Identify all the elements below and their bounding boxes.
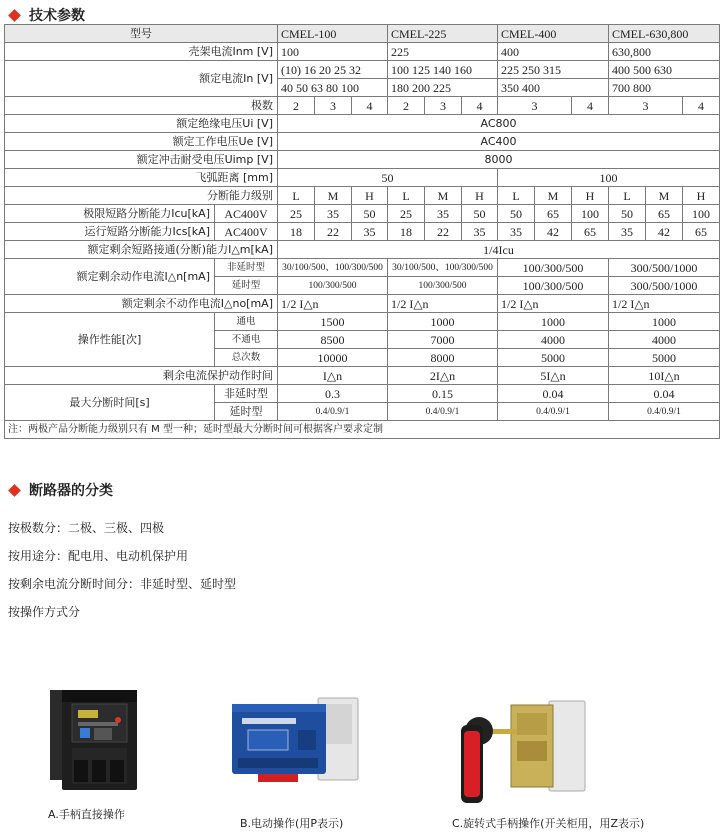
- cell: 35: [315, 205, 352, 223]
- cell: 0.4/0.9/1: [388, 403, 498, 421]
- cell: 2: [388, 97, 425, 115]
- cell: 42: [646, 223, 683, 241]
- cell: 4000: [609, 331, 720, 349]
- cell: 350 400: [498, 79, 609, 97]
- section-title-specs: [8, 5, 85, 25]
- cell: 100: [572, 205, 609, 223]
- cell: 3: [425, 97, 462, 115]
- model-cell: CMEL-630,800: [609, 25, 720, 43]
- row-label: 极数: [5, 97, 278, 115]
- table-row: [5, 223, 720, 241]
- cell: (10) 16 20 25 32: [278, 61, 388, 79]
- row-sublabel: 通电: [215, 313, 278, 331]
- cell: L: [388, 187, 425, 205]
- cell: 0.04: [498, 385, 609, 403]
- cell: 50: [352, 205, 388, 223]
- cell: 1/2 I△n: [388, 295, 498, 313]
- model-label: 型号: [5, 25, 278, 43]
- cell: 25: [278, 205, 315, 223]
- table-row: [5, 295, 720, 313]
- cell: 1500: [278, 313, 388, 331]
- row-label: 运行短路分断能力Ics[kA]: [5, 223, 215, 241]
- table-row: [5, 61, 720, 79]
- table-row: [5, 25, 720, 43]
- cell: 25: [388, 205, 425, 223]
- row-label: 壳架电流Inm [V]: [5, 43, 278, 61]
- row-sublabel: 不通电: [215, 331, 278, 349]
- cell: 18: [278, 223, 315, 241]
- cell: H: [683, 187, 720, 205]
- table-row: [5, 313, 720, 331]
- cell: 400 500 630: [609, 61, 720, 79]
- row-label: 额定剩余短路接通(分断)能力I△m[kA]: [5, 241, 278, 259]
- row-sublabel: 非延时型: [215, 385, 278, 403]
- diamond-bullet-icon: [8, 484, 21, 497]
- cell: 10I△n: [609, 367, 720, 385]
- spec-table: [4, 24, 720, 439]
- cell: 100/300/500: [388, 277, 498, 295]
- cell: 35: [609, 223, 646, 241]
- cell: 18: [388, 223, 425, 241]
- cell: 65: [646, 205, 683, 223]
- cell: 1000: [498, 313, 609, 331]
- cell: 50: [462, 205, 498, 223]
- cell: 100: [683, 205, 720, 223]
- breaker-handle-image: [50, 690, 140, 795]
- row-label: 分断能力级别: [5, 187, 278, 205]
- cell: H: [462, 187, 498, 205]
- diamond-bullet-icon: [8, 9, 21, 22]
- table-row: [5, 169, 720, 187]
- cell: 22: [315, 223, 352, 241]
- cell: 4: [352, 97, 388, 115]
- cell: 100/300/500: [498, 259, 609, 277]
- cell: 4: [683, 97, 720, 115]
- cell: 50: [498, 205, 535, 223]
- row-label: 剩余电流保护动作时间: [5, 367, 278, 385]
- table-note: 注：两极产品分断能力级别只有 M 型一种；延时型最大分断时间可根据客户要求定制: [5, 421, 720, 439]
- cell: 0.3: [278, 385, 388, 403]
- table-row: [5, 259, 720, 277]
- cell: 35: [425, 205, 462, 223]
- model-cell: CMEL-225: [388, 25, 498, 43]
- cell: AC400: [278, 133, 720, 151]
- cell: 30/100/500、100/300/500: [278, 259, 388, 277]
- cell: 8000: [278, 151, 720, 169]
- cell: 10000: [278, 349, 388, 367]
- cell: L: [498, 187, 535, 205]
- cell: 1000: [388, 313, 498, 331]
- table-row: [5, 421, 720, 439]
- cell: 0.4/0.9/1: [609, 403, 720, 421]
- cell: 35: [462, 223, 498, 241]
- cell: 3: [315, 97, 352, 115]
- cell: 50: [278, 169, 498, 187]
- row-sublabel: 延时型: [215, 277, 278, 295]
- cell: 630,800: [609, 43, 720, 61]
- product-caption: B.电动操作(用P表示): [240, 817, 344, 830]
- cell: M: [535, 187, 572, 205]
- cell: 3: [498, 97, 572, 115]
- table-row: [5, 151, 720, 169]
- cell: L: [278, 187, 315, 205]
- cell: 100 125 140 160: [388, 61, 498, 79]
- cell: 225: [388, 43, 498, 61]
- classification-line: 按剩余电流分断时间分：非延时型、延时型: [8, 577, 237, 591]
- cell: H: [352, 187, 388, 205]
- table-row: [5, 115, 720, 133]
- cell: 8500: [278, 331, 388, 349]
- breaker-rotary-image: [453, 695, 593, 805]
- cell: 65: [683, 223, 720, 241]
- cell: 4: [572, 97, 609, 115]
- cell: 65: [535, 205, 572, 223]
- row-sublabel: 延时型: [215, 403, 278, 421]
- cell: 100/300/500: [498, 277, 609, 295]
- cell: 0.4/0.9/1: [278, 403, 388, 421]
- cell: 8000: [388, 349, 498, 367]
- row-label: 最大分断时间[s]: [5, 385, 215, 421]
- table-row: [5, 367, 720, 385]
- cell: 7000: [388, 331, 498, 349]
- cell: M: [425, 187, 462, 205]
- model-cell: CMEL-400: [498, 25, 609, 43]
- cell: M: [315, 187, 352, 205]
- cell: 100/300/500: [278, 277, 388, 295]
- row-sublabel: AC400V: [215, 223, 278, 241]
- cell: 100: [498, 169, 720, 187]
- product-caption: C.旋转式手柄操作(开关柜用，用Z表示): [452, 817, 645, 830]
- row-label: 额定剩余不动作电流I△no[mA]: [5, 295, 278, 313]
- cell: 35: [498, 223, 535, 241]
- product-caption: A.手柄直接操作: [48, 808, 125, 821]
- cell: 1/4Icu: [278, 241, 720, 259]
- cell: 40 50 63 80 100: [278, 79, 388, 97]
- row-label: 飞弧距离 [mm]: [5, 169, 278, 187]
- row-label: 额定工作电压Ue [V]: [5, 133, 278, 151]
- cell: 225 250 315: [498, 61, 609, 79]
- classification-line: 按用途分：配电用、电动机保护用: [8, 549, 189, 563]
- row-label: 额定绝缘电压Ui [V]: [5, 115, 278, 133]
- cell: 4000: [498, 331, 609, 349]
- cell: 4: [462, 97, 498, 115]
- row-label: 极限短路分断能力Icu[kA]: [5, 205, 215, 223]
- cell: 1/2 I△n: [609, 295, 720, 313]
- cell: 0.4/0.9/1: [498, 403, 609, 421]
- row-sublabel: 非延时型: [215, 259, 278, 277]
- cell: AC800: [278, 115, 720, 133]
- row-label: 额定剩余动作电流I△n[mA]: [5, 259, 215, 295]
- cell: 65: [572, 223, 609, 241]
- cell: 400: [498, 43, 609, 61]
- row-label: 操作性能[次]: [5, 313, 215, 367]
- cell: 0.04: [609, 385, 720, 403]
- table-row: [5, 385, 720, 403]
- breaker-motor-image: [228, 690, 363, 790]
- table-row: [5, 205, 720, 223]
- row-sublabel: 总次数: [215, 349, 278, 367]
- row-sublabel: AC400V: [215, 205, 278, 223]
- cell: 700 800: [609, 79, 720, 97]
- cell: 300/500/1000: [609, 259, 720, 277]
- row-label: 额定冲击耐受电压Uimp [V]: [5, 151, 278, 169]
- cell: I△n: [278, 367, 388, 385]
- section-title-text: 技术参数: [29, 8, 85, 24]
- cell: 5000: [498, 349, 609, 367]
- cell: 0.15: [388, 385, 498, 403]
- table-row: [5, 187, 720, 205]
- cell: 5000: [609, 349, 720, 367]
- cell: 30/100/500、100/300/500: [388, 259, 498, 277]
- cell: 300/500/1000: [609, 277, 720, 295]
- section-title-text: 断路器的分类: [29, 483, 113, 499]
- cell: 1000: [609, 313, 720, 331]
- cell: 50: [609, 205, 646, 223]
- cell: H: [572, 187, 609, 205]
- cell: 1/2 I△n: [278, 295, 388, 313]
- cell: L: [609, 187, 646, 205]
- cell: 100: [278, 43, 388, 61]
- cell: 1/2 I△n: [498, 295, 609, 313]
- cell: 2: [278, 97, 315, 115]
- cell: 35: [352, 223, 388, 241]
- classification-line: 按极数分：二极、三极、四极: [8, 521, 165, 535]
- cell: 22: [425, 223, 462, 241]
- cell: M: [646, 187, 683, 205]
- cell: 42: [535, 223, 572, 241]
- cell: 3: [609, 97, 683, 115]
- table-row: [5, 43, 720, 61]
- row-label: 额定电流In [V]: [5, 61, 278, 97]
- table-row: [5, 97, 720, 115]
- section-title-classification: [8, 480, 113, 500]
- classification-line: 按操作方式分: [8, 605, 81, 619]
- table-row: [5, 133, 720, 151]
- table-row: [5, 241, 720, 259]
- cell: 180 200 225: [388, 79, 498, 97]
- cell: 2I△n: [388, 367, 498, 385]
- model-cell: CMEL-100: [278, 25, 388, 43]
- cell: 5I△n: [498, 367, 609, 385]
